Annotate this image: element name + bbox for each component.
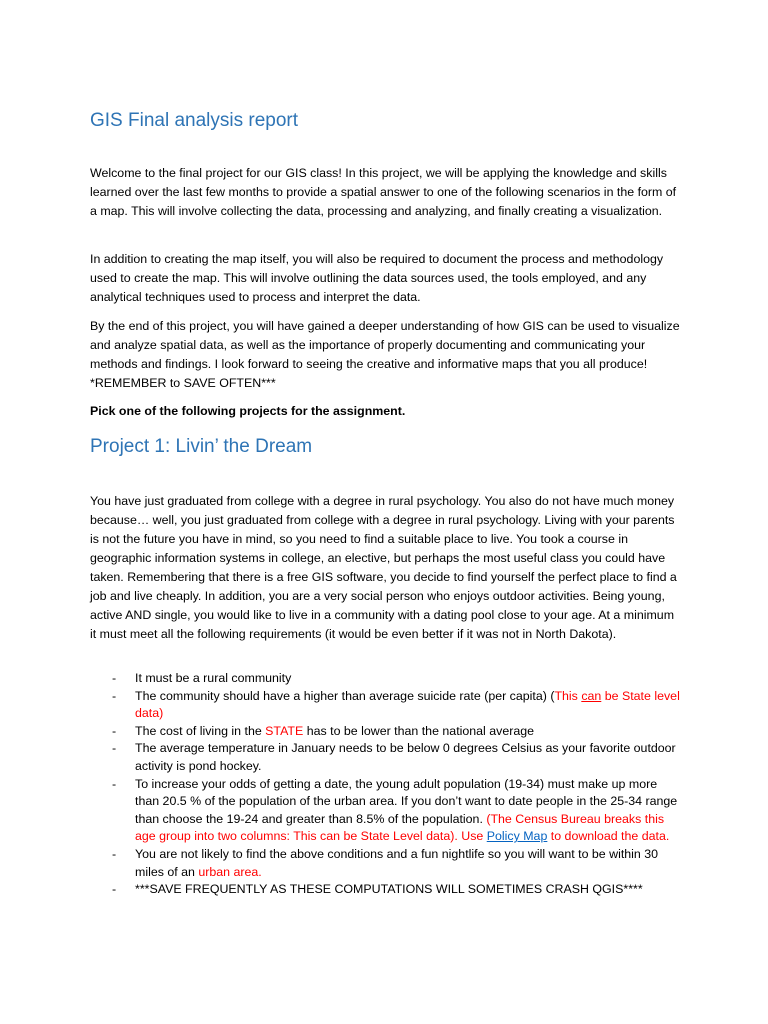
requirement-item: [90, 740, 680, 775]
requirement-text: It must be a rural community: [135, 671, 292, 685]
requirement-text: The cost of living in the: [135, 723, 266, 738]
requirement-text: has to be lower than the national average: [303, 723, 535, 738]
requirement-note: (The Census Bureau breaks this age group into two columns: This can be State Level data). Use: [135, 811, 665, 844]
requirement-emphasis: urban area.: [198, 864, 262, 879]
list-dash: -: [112, 741, 117, 756]
requirement-item: [90, 723, 680, 741]
policy-map-link[interactable]: Policy Map: [486, 829, 548, 844]
list-dash: -: [112, 723, 117, 738]
requirement-item: [90, 846, 680, 881]
requirement-text: The average temperature in January needs to be below 0 degrees Celsius as your favorite outdoor activity is pond hockey.: [135, 741, 676, 773]
requirement-note: to download the data.: [547, 829, 670, 844]
requirement-note: This: [554, 688, 582, 703]
requirement-item: [90, 776, 680, 846]
requirement-note: be State level data): [135, 688, 680, 721]
requirement-emphasis: STATE: [265, 723, 304, 738]
requirement-text: To increase your odds of getting a date, the young adult population (19-34) must make up more than 20.5 % of the population of the urban area. If you don’t want to date people in the 25-34 range than choose the 19-24 and greater than 8.5% of the population.: [135, 776, 678, 826]
requirement-note-emphasis: can: [581, 688, 602, 703]
requirement-item: [90, 670, 680, 688]
list-dash: -: [112, 776, 117, 791]
requirement-text: You are not likely to find the above conditions and a fun nightlife so you will want to be within 30 miles of an: [135, 846, 659, 879]
project-1-description: You have just graduated from college with a degree in rural psychology. You also do not have much money because… well, you just graduated from college with a degree in rural psychology. Living with your parents is not the future you have in mind, so you need to find a suitable place to live. You took a course in geographic information systems in college, an elective, but perhaps the most useful class you could have taken. Remembering that there is a free GIS software, you decide to find yourself the perfect place to find a job and live cheaply. In addition, you are a very social person who enjoys outdoor activities. Being young, active AND single, you would like to live in a community with a dating pool close to your age. At a minimum it must meet all the following requirements (it would be even better if it was not in North Dakota).: [90, 494, 677, 641]
list-dash: -: [112, 882, 117, 897]
requirement-item: [90, 688, 680, 723]
intro-paragraph-3: By the end of this project, you will have gained a deeper understanding of how GIS can be used to visualize and analyze spatial data, as well as the importance of properly documenting and communicating your methods and findings. I look forward to seeing the creative and informative maps that you all produce! *REMEMBER to SAVE OFTEN***: [90, 319, 680, 390]
requirement-text: The community should have a higher than average suicide rate (per capita) (: [135, 688, 555, 703]
project-1-heading: Project 1: Livin’ the Dream: [90, 436, 313, 457]
intro-paragraph-2: In addition to creating the map itself, you will also be required to document the process and methodology used to create the map. This will involve outlining the data sources used, the tools employed, and any analytical techniques used to process and interpret the data.: [90, 252, 664, 304]
requirement-item: [90, 881, 680, 899]
list-dash: -: [112, 846, 117, 861]
requirement-text: ***SAVE FREQUENTLY AS THESE COMPUTATIONS WILL SOMETIMES CRASH QGIS****: [135, 882, 643, 897]
pick-instruction: Pick one of the following projects for the assignment.: [90, 404, 406, 418]
intro-paragraph-1: Welcome to the final project for our GIS class! In this project, we will be applying the knowledge and skills learned over the last few months to provide a spatial answer to one of the following scenarios in the form of a map. This will involve collecting the data, processing and analyzing, and finally creating a visualization.: [90, 166, 677, 218]
list-dash: -: [112, 671, 117, 685]
document-title: GIS Final analysis report: [90, 110, 299, 131]
requirements-list: [90, 670, 680, 899]
list-dash: -: [112, 688, 117, 703]
